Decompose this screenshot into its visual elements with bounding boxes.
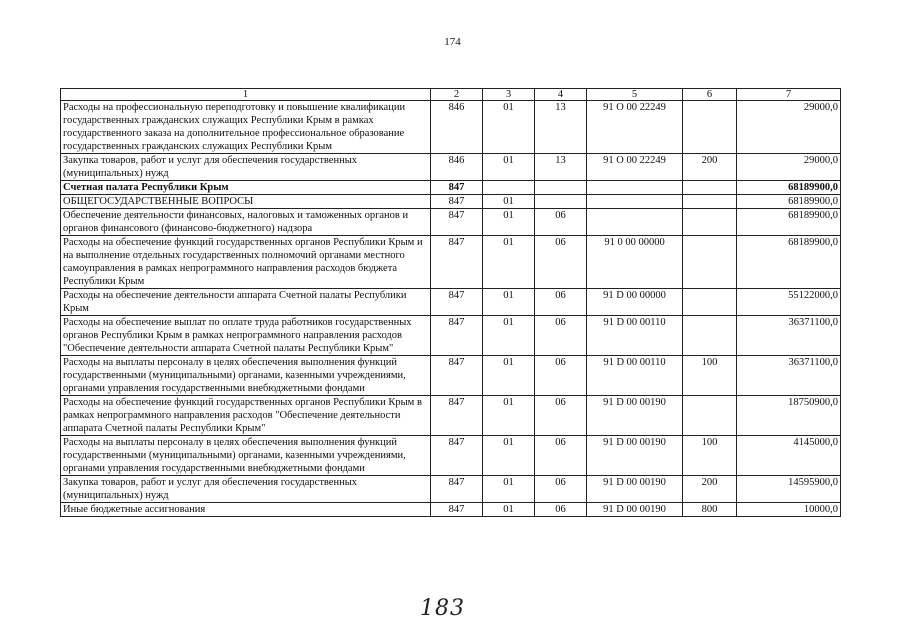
section-cell: 01: [483, 503, 535, 517]
row-name-cell: Расходы на выплаты персоналу в целях обеспечения выполнения функций государственными (муниципальными) органами, казенными учреждениями, органами управления государственными внебюджетными фондами: [61, 356, 431, 396]
target-article-cell: 91 О 00 22249: [587, 101, 683, 154]
amount-cell: 18750900,0: [737, 396, 841, 436]
row-name-cell: Расходы на обеспечение функций государственных органов Республики Крым в рамках непрограммного направления расходов "Обеспечение деятельности аппарата Счетной палаты Республики Крым": [61, 396, 431, 436]
expense-type-cell: [683, 101, 737, 154]
amount-cell: 55122000,0: [737, 289, 841, 316]
subsection-cell: 06: [535, 236, 587, 289]
row-name-cell: Расходы на профессиональную переподготовку и повышение квалификации государственных гражданских служащих Республики Крым в рамках государственного заказа на дополнительное профессиональное образование государственных гражданских служащих Республики Крым: [61, 101, 431, 154]
amount-cell: 36371100,0: [737, 356, 841, 396]
row-name-cell: Счетная палата Республики Крым: [61, 181, 431, 195]
amount-cell: 68189900,0: [737, 209, 841, 236]
gov-code-cell: 847: [431, 316, 483, 356]
header-row: [61, 89, 841, 101]
target-article-cell: 91 0 00 00000: [587, 236, 683, 289]
amount-cell: 4145000,0: [737, 436, 841, 476]
expense-type-cell: 800: [683, 503, 737, 517]
subsection-cell: 06: [535, 316, 587, 356]
amount-cell: 14595900,0: [737, 476, 841, 503]
row-name-cell: Расходы на обеспечение функций государственных органов Республики Крым и на выполнение отдельных государственных полномочий органами местного самоуправления в рамках непрограммного направления расходов бюджета Республики Крым: [61, 236, 431, 289]
target-article-cell: 91 D 00 00110: [587, 316, 683, 356]
target-article-cell: [587, 195, 683, 209]
row-name-cell: Расходы на обеспечение деятельности аппарата Счетной палаты Республики Крым: [61, 289, 431, 316]
column-header: 2: [431, 89, 483, 101]
table-row: [61, 209, 841, 236]
section-cell: 01: [483, 154, 535, 181]
gov-code-cell: 847: [431, 356, 483, 396]
amount-cell: 29000,0: [737, 154, 841, 181]
gov-code-cell: 847: [431, 476, 483, 503]
row-name-cell: Расходы на обеспечение выплат по оплате труда работников государственных органов Республики Крым в рамках непрограммного направления расходов "Обеспечение деятельности аппарата Счетной палаты Республики Крым": [61, 316, 431, 356]
section-cell: 01: [483, 209, 535, 236]
subsection-cell: [535, 195, 587, 209]
table-row: [61, 356, 841, 396]
row-name-cell: Расходы на выплаты персоналу в целях обеспечения выполнения функций государственными (муниципальными) органами, казенными учреждениями, органами управления государственными внебюджетными фондами: [61, 436, 431, 476]
subsection-cell: 06: [535, 396, 587, 436]
table-row: [61, 289, 841, 316]
subsection-cell: 06: [535, 356, 587, 396]
section-cell: 01: [483, 436, 535, 476]
gov-code-cell: 847: [431, 181, 483, 195]
section-cell: 01: [483, 396, 535, 436]
expense-type-cell: [683, 209, 737, 236]
amount-cell: 10000,0: [737, 503, 841, 517]
row-name-cell: Иные бюджетные ассигнования: [61, 503, 431, 517]
subsection-cell: 06: [535, 289, 587, 316]
gov-code-cell: 846: [431, 101, 483, 154]
subsection-cell: 13: [535, 154, 587, 181]
section-cell: 01: [483, 101, 535, 154]
table-row: [61, 316, 841, 356]
gov-code-cell: 847: [431, 289, 483, 316]
handwritten-page-number: 183: [420, 596, 465, 621]
gov-code-cell: 846: [431, 154, 483, 181]
section-cell: 01: [483, 476, 535, 503]
section-cell: 01: [483, 316, 535, 356]
target-article-cell: 91 D 00 00190: [587, 436, 683, 476]
gov-code-cell: 847: [431, 209, 483, 236]
expense-type-cell: [683, 236, 737, 289]
target-article-cell: 91 D 00 00190: [587, 396, 683, 436]
amount-cell: 68189900,0: [737, 236, 841, 289]
row-name-cell: ОБЩЕГОСУДАРСТВЕННЫЕ ВОПРОСЫ: [61, 195, 431, 209]
section-cell: [483, 181, 535, 195]
table-row: [61, 476, 841, 503]
table-row: [61, 503, 841, 517]
expense-type-cell: [683, 289, 737, 316]
column-header: 6: [683, 89, 737, 101]
amount-cell: 36371100,0: [737, 316, 841, 356]
subsection-cell: [535, 181, 587, 195]
column-header: 7: [737, 89, 841, 101]
expense-type-cell: 100: [683, 436, 737, 476]
table-row: [61, 101, 841, 154]
target-article-cell: 91 D 00 00110: [587, 356, 683, 396]
target-article-cell: 91 D 00 00000: [587, 289, 683, 316]
subsection-cell: 06: [535, 209, 587, 236]
amount-cell: 68189900,0: [737, 195, 841, 209]
section-cell: 01: [483, 236, 535, 289]
expense-type-cell: [683, 195, 737, 209]
page-number: 174: [444, 36, 461, 48]
target-article-cell: 91 D 00 00190: [587, 503, 683, 517]
column-header: 1: [61, 89, 431, 101]
budget-table: [60, 88, 841, 517]
row-name-cell: Закупка товаров, работ и услуг для обеспечения государственных (муниципальных) нужд: [61, 154, 431, 181]
table-row: [61, 236, 841, 289]
subsection-cell: 06: [535, 503, 587, 517]
expense-type-cell: [683, 316, 737, 356]
expense-type-cell: 200: [683, 154, 737, 181]
table-row: [61, 436, 841, 476]
gov-code-cell: 847: [431, 236, 483, 289]
column-header: 4: [535, 89, 587, 101]
target-article-cell: [587, 181, 683, 195]
gov-code-cell: 847: [431, 195, 483, 209]
table-row: [61, 181, 841, 195]
target-article-cell: 91 О 00 22249: [587, 154, 683, 181]
table-row: [61, 154, 841, 181]
amount-cell: 68189900,0: [737, 181, 841, 195]
table-row: [61, 396, 841, 436]
subsection-cell: 06: [535, 476, 587, 503]
column-header: 5: [587, 89, 683, 101]
section-cell: 01: [483, 289, 535, 316]
target-article-cell: 91 D 00 00190: [587, 476, 683, 503]
table-row: [61, 195, 841, 209]
gov-code-cell: 847: [431, 396, 483, 436]
section-cell: 01: [483, 356, 535, 396]
expense-type-cell: 200: [683, 476, 737, 503]
subsection-cell: 13: [535, 101, 587, 154]
subsection-cell: 06: [535, 436, 587, 476]
section-cell: 01: [483, 195, 535, 209]
gov-code-cell: 847: [431, 436, 483, 476]
expense-type-cell: [683, 181, 737, 195]
expense-type-cell: 100: [683, 356, 737, 396]
column-header: 3: [483, 89, 535, 101]
target-article-cell: [587, 209, 683, 236]
row-name-cell: Закупка товаров, работ и услуг для обеспечения государственных (муниципальных) нужд: [61, 476, 431, 503]
expense-type-cell: [683, 396, 737, 436]
amount-cell: 29000,0: [737, 101, 841, 154]
gov-code-cell: 847: [431, 503, 483, 517]
row-name-cell: Обеспечение деятельности финансовых, налоговых и таможенных органов и органов финансового (финансово-бюджетного) надзора: [61, 209, 431, 236]
